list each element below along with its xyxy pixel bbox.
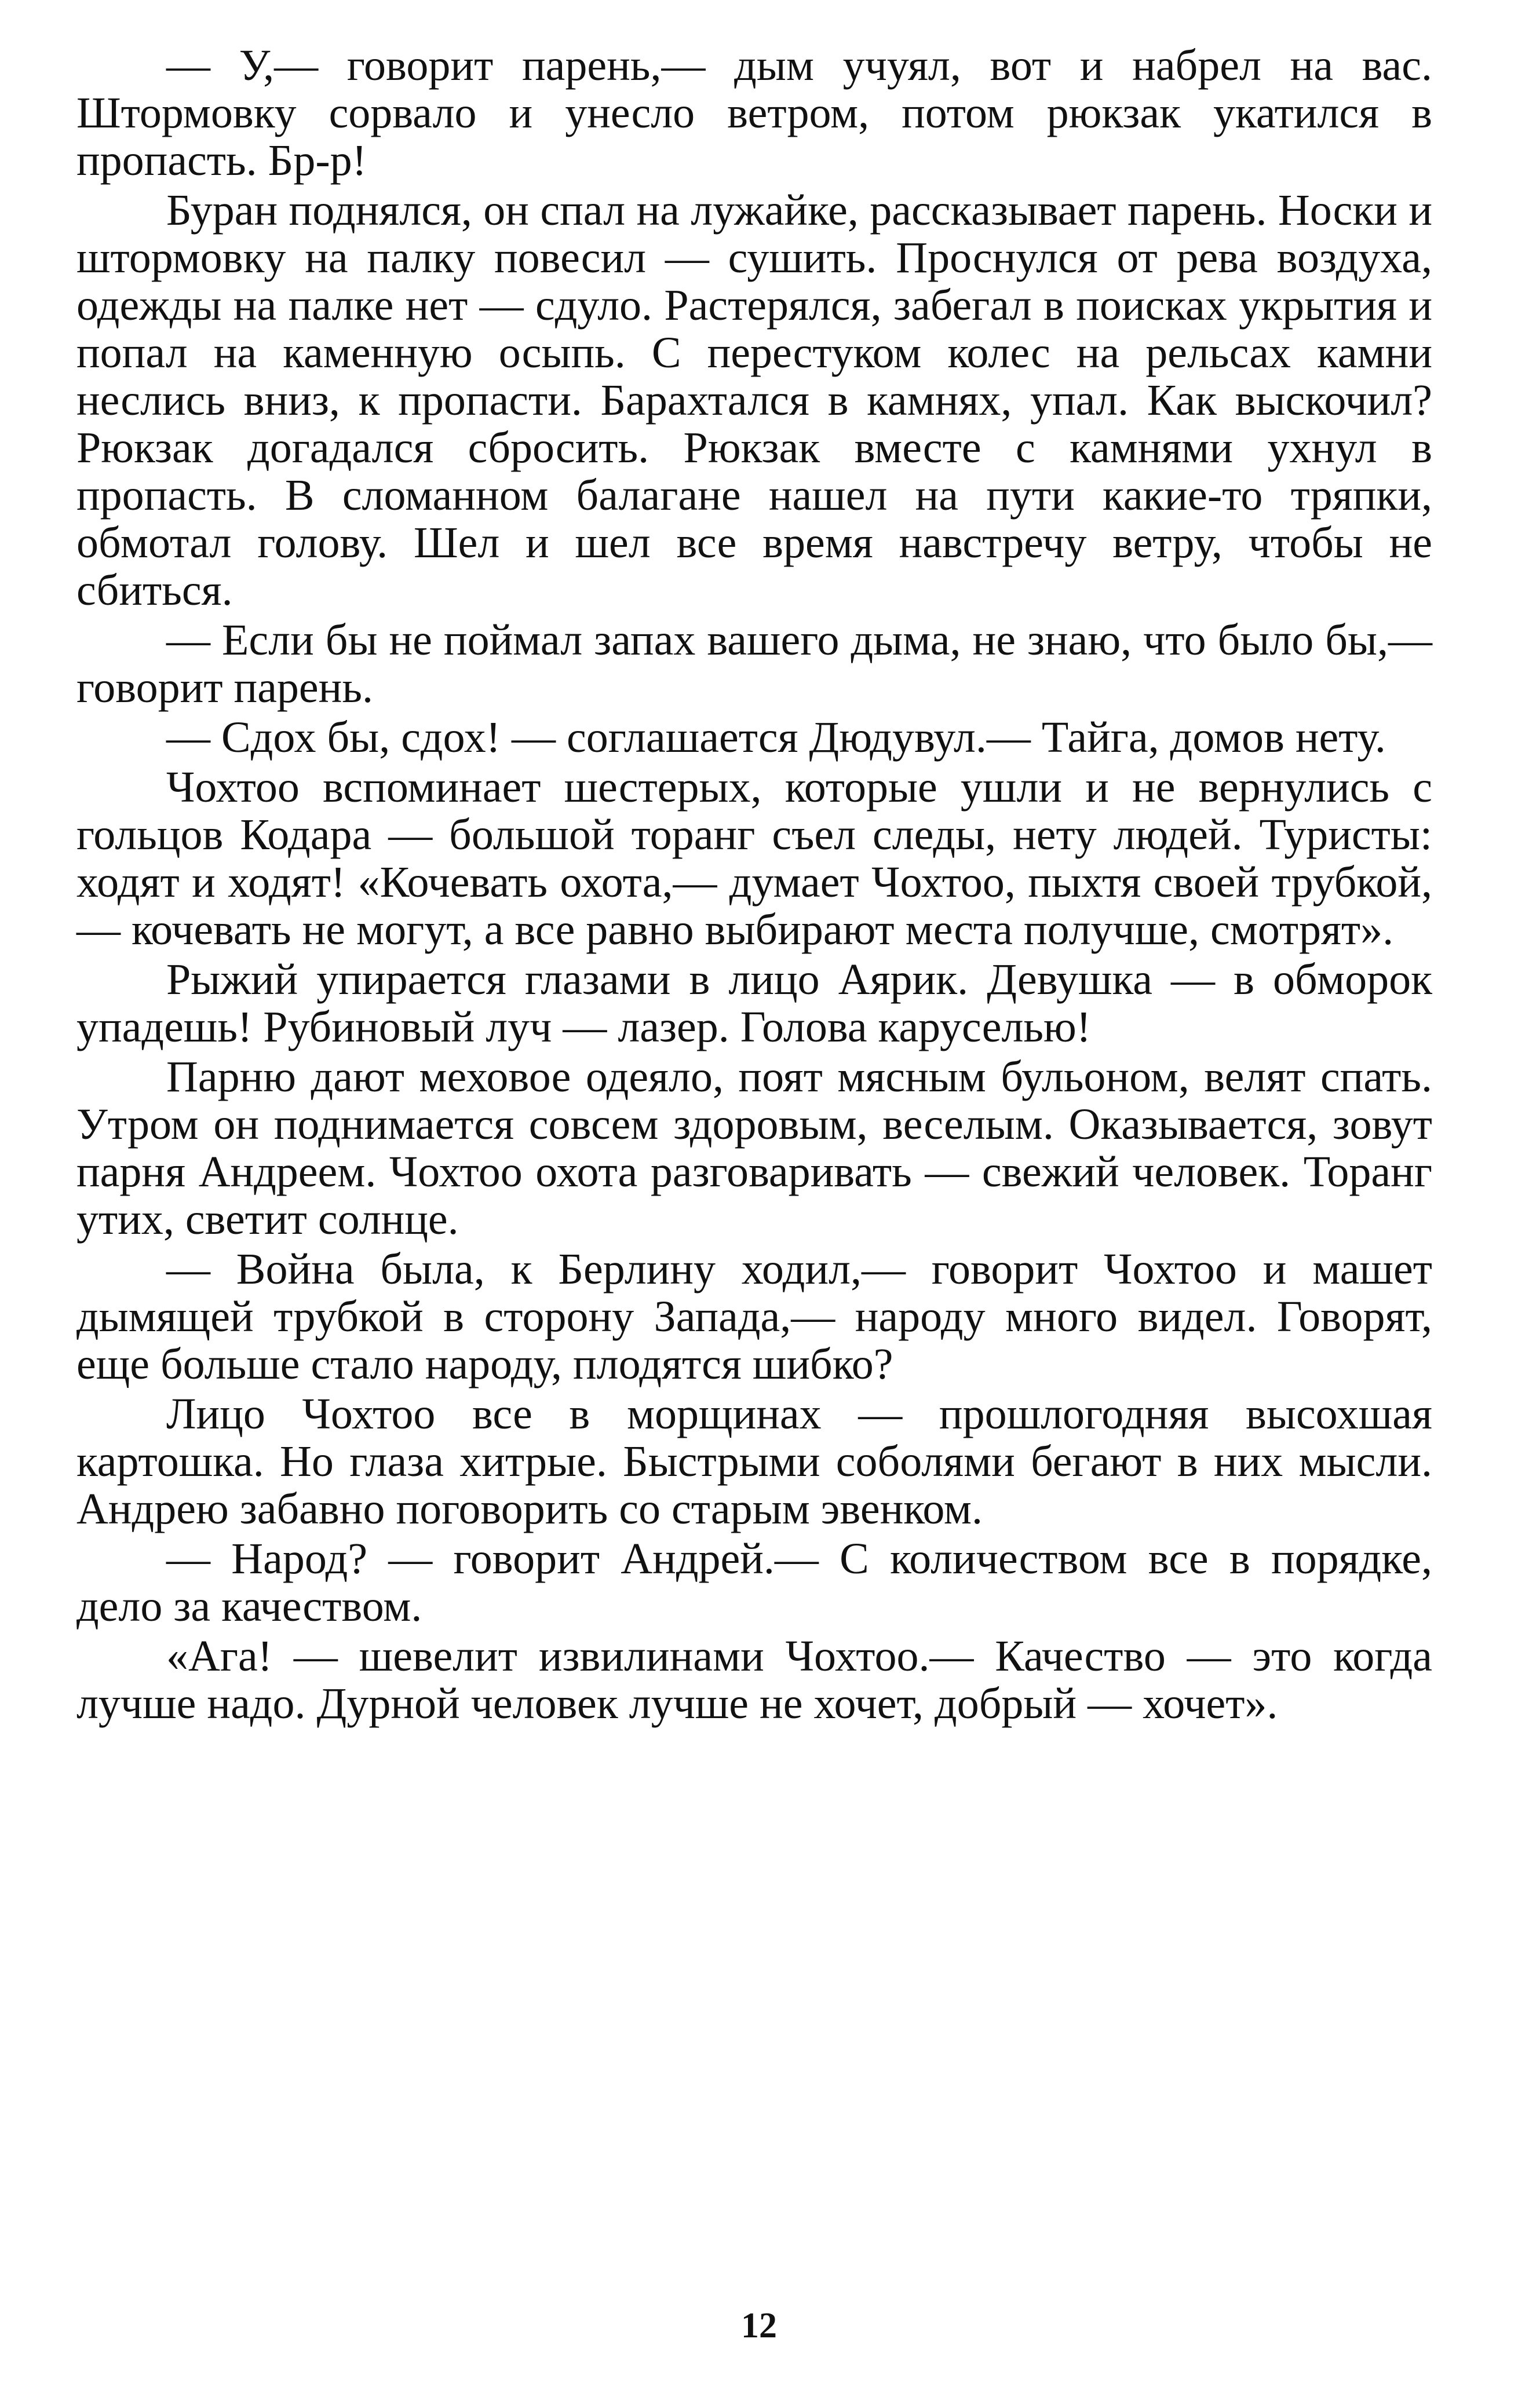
- paragraph-2: Буран поднялся, он спал на лужайке, рассказывает парень. Носки и штормовку на палку повесил — сушить. Проснулся от рева воздуха, одежды на палке нет — сдуло. Растерялся, забегал в поисках укрытия и попал на каменную осыпь. С перестуком колес на рельсах камни неслись вниз, к пропасти. Барахтался в камнях, упал. Как выскочил? Рюкзак догадался сбросить. Рюкзак вместе с камнями ухнул в пропасть. В сломанном балагане нашел на пути какие-то тряпки, обмотал голову. Шел и шел все время навстречу ветру, чтобы не сбиться.: [76, 186, 1432, 615]
- body-text: [76, 42, 1432, 1730]
- page-number: 12: [741, 2306, 777, 2345]
- paragraph-9: Лицо Чохтоо все в морщинах — прошлогодняя высохшая картошка. Но глаза хитрые. Быстрыми соболями бегают в них мысли. Андрею забавно поговорить со старым эвенком.: [76, 1390, 1432, 1533]
- paragraph-11: «Ага! — шевелит извилинами Чохтоо.— Качество — это когда лучше надо. Дурной человек лучше не хочет, добрый — хочет».: [76, 1632, 1432, 1728]
- paragraph-10: — Народ? — говорит Андрей.— С количеством все в порядке, дело за качеством.: [76, 1534, 1432, 1631]
- paragraph-5: Чохтоо вспоминает шестерых, которые ушли и не вернулись с гольцов Кодара — большой торанг съел следы, нету людей. Туристы: ходят и ходят! «Кочевать охота,— думает Чохтоо, пыхтя своей трубкой,— кочевать не могут, а все равно выбирают места получше, смотрят».: [76, 763, 1432, 954]
- paragraph-8: — Война была, к Берлину ходил,— говорит Чохтоо и машет дымящей трубкой в сторону Запада,— народу много видел. Говорят, еще больше стало народу, плодятся шибко?: [76, 1245, 1432, 1388]
- paragraph-4: — Сдох бы, сдох! — соглашается Дюдувул.— Тайга, домов нету.: [166, 713, 1386, 762]
- paragraph-6: Рыжий упирается глазами в лицо Аярик. Девушка — в обморок упадешь! Рубиновый луч — лазер. Голова каруселью!: [76, 955, 1432, 1051]
- paragraph-3: — Если бы не поймал запах вашего дыма, не знаю, что было бы,— говорит парень.: [76, 616, 1432, 712]
- paragraph-1: — У,— говорит парень,— дым учуял, вот и набрел на вас. Штормовку сорвало и унесло ветром, потом рюкзак укатился в пропасть. Бр-р!: [76, 41, 1432, 185]
- paragraph-7: Парню дают меховое одеяло, поят мясным бульоном, велят спать. Утром он поднимается совсем здоровым, веселым. Оказывается, зовут парня Андреем. Чохтоо охота разговаривать — свежий человек. Торанг утих, светит солнце.: [76, 1053, 1432, 1244]
